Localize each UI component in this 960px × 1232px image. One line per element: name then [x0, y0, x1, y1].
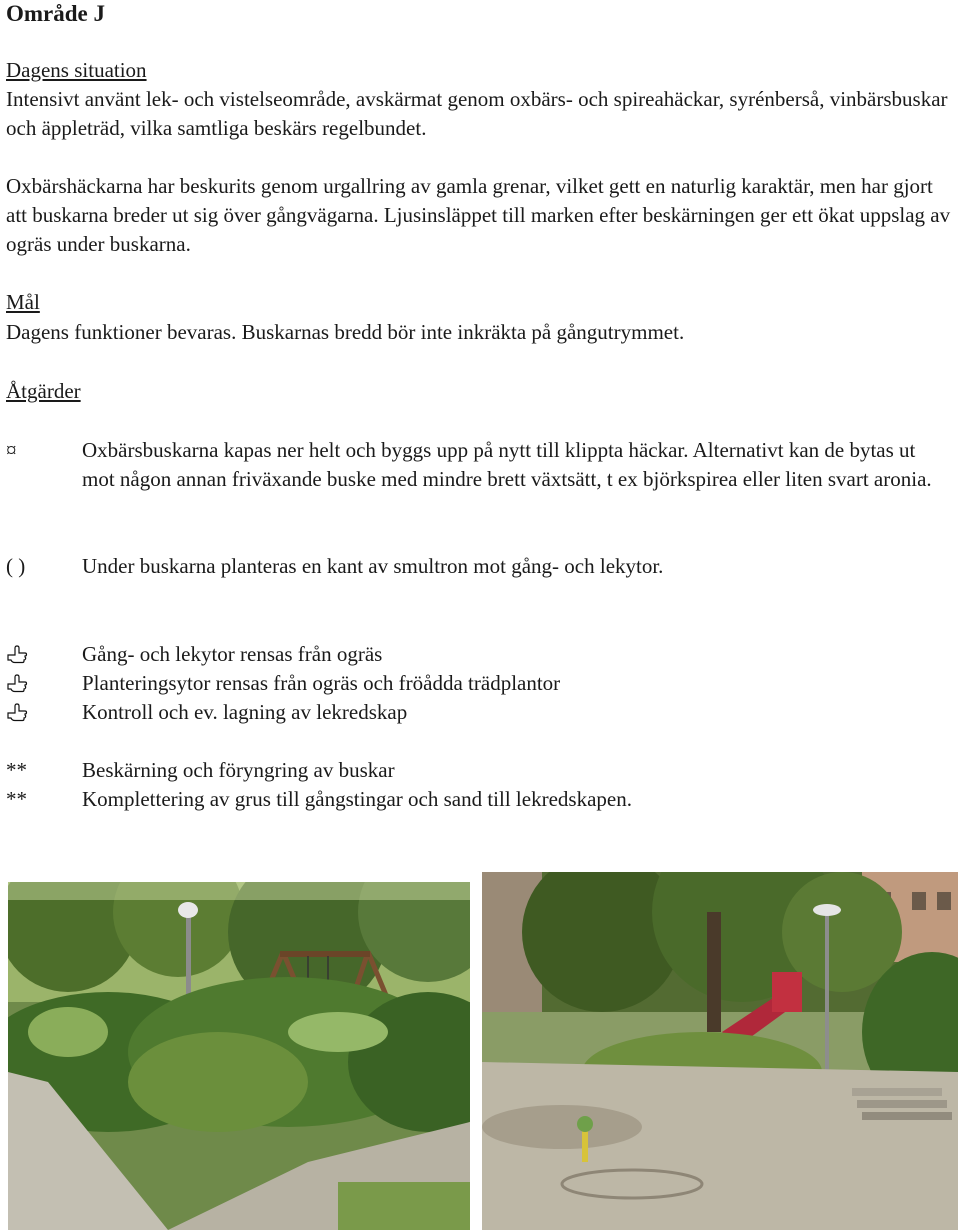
- goal-heading: Mål: [6, 290, 40, 314]
- pointing-hand-icon: [6, 669, 76, 698]
- action-text: Oxbärsbuskarna kapas ner helt och byggs upp på nytt till klippta häckar. Alternativt kan de bytas ut mot någon annan friväxande buske med mindre brett växtsätt, t ex björkspirea eller liten svart aronia.: [82, 438, 932, 491]
- situation-paragraph-1: Intensivt använt lek- och vistelseområde, avskärmat genom oxbärs- och spireahäckar, syrénberså, vinbärsbuskar och äppleträd, vilka samtliga beskärs regelbundet.: [6, 87, 948, 140]
- action-symbol: ( ): [6, 554, 26, 578]
- situation-heading: Dagens situation: [6, 58, 147, 82]
- action-symbol: ¤: [6, 438, 17, 462]
- pointing-hand-icon: [6, 698, 76, 727]
- photo-playground-slide: [482, 872, 958, 1230]
- situation-paragraph-2: Oxbärshäckarna har beskurits genom urgallring av gamla grenar, vilket gett en naturlig karaktär, men har gjort att buskarna breder ut sig över gångvägarna. Ljusinsläppet till marken efter beskärningen ger ett ökat uppslag av ogräs under buskarna.: [6, 174, 951, 256]
- action-text: Under buskarna planteras en kant av smultron mot gång- och lekytor.: [82, 554, 664, 578]
- periodic-text: Komplettering av grus till gångstingar och sand till lekredskapen.: [82, 787, 632, 811]
- maintenance-text: Kontroll och ev. lagning av lekredskap: [82, 700, 408, 724]
- periodic-symbol: **: [6, 758, 27, 782]
- goal-paragraph: Dagens funktioner bevaras. Buskarnas bredd bör inte inkräkta på gångutrymmet.: [6, 320, 685, 344]
- page-title: Område J: [6, 1, 106, 26]
- maintenance-text: Planteringsytor rensas från ogräs och fröådda trädplantor: [82, 671, 561, 695]
- periodic-text: Beskärning och föryngring av buskar: [82, 758, 395, 782]
- photo-playground-swings: [8, 882, 470, 1230]
- actions-heading: Åtgärder: [6, 379, 81, 403]
- pointing-hand-icon: [6, 640, 76, 669]
- periodic-symbol: **: [6, 787, 27, 811]
- maintenance-text: Gång- och lekytor rensas från ogräs: [82, 642, 383, 666]
